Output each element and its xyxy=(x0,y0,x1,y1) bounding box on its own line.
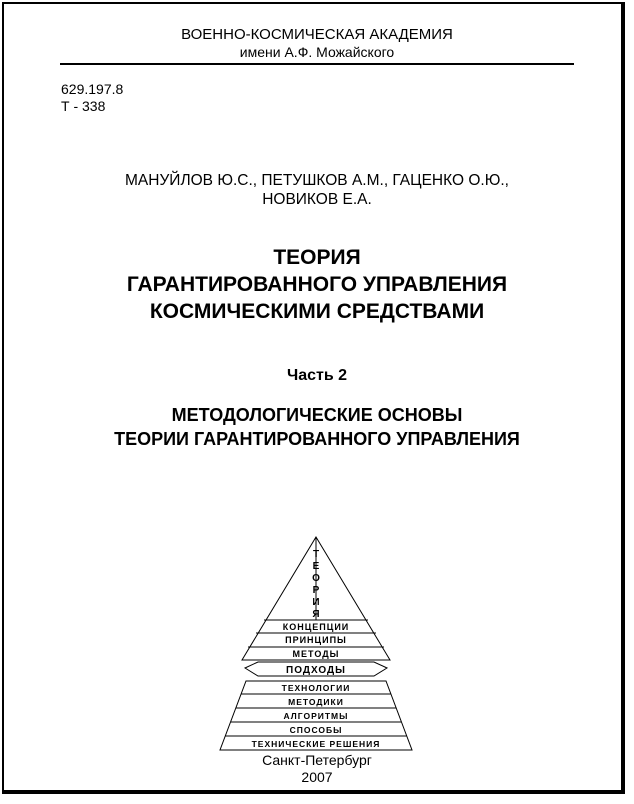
authors-line-2: НОВИКОВ Е.А. xyxy=(262,191,372,208)
city: Санкт-Петербург xyxy=(262,752,372,768)
part-number: Часть 2 xyxy=(286,367,348,384)
apex-letter: Р xyxy=(312,585,320,596)
apex-letter: Е xyxy=(312,561,320,572)
pyramid-level-techniques: МЕТОДИКИ xyxy=(288,697,344,707)
title-line-1: ТЕОРИЯ xyxy=(273,246,361,269)
udc-code: 629.197.8 xyxy=(61,81,124,97)
pyramid-level-methods: МЕТОДЫ xyxy=(292,649,340,659)
title-line-3: КОСМИЧЕСКИМИ СРЕДСТВАМИ xyxy=(149,300,485,323)
academy-honorific: имени А.Ф. Можайского xyxy=(239,44,395,60)
pyramid-level-technologies: ТЕХНОЛОГИИ xyxy=(281,683,351,693)
apex-letter: О xyxy=(312,573,320,584)
pyramid-level-algorithms: АЛГОРИТМЫ xyxy=(283,711,349,721)
apex-letter: Я xyxy=(312,609,320,620)
pyramid-level-ways: СПОСОБЫ xyxy=(289,725,343,735)
apex-letter: И xyxy=(312,597,320,608)
library-code: Т - 338 xyxy=(61,98,106,114)
year: 2007 xyxy=(301,769,333,785)
pyramid-level-approaches: ПОДХОДЫ xyxy=(286,665,346,676)
apex-letter: Т xyxy=(312,549,320,560)
title-line-2: ГАРАНТИРОВАННОГО УПРАВЛЕНИЯ xyxy=(126,273,508,296)
authors-line-1: МАНУЙЛОВ Ю.С., ПЕТУШКОВ А.М., ГАЦЕНКО О.Ю., xyxy=(125,172,509,189)
pyramid-level-principles: ПРИНЦИПЫ xyxy=(285,635,347,645)
pyramid-level-concepts: КОНЦЕПЦИИ xyxy=(282,622,350,632)
pyramid-level-technical-solutions: ТЕХНИЧЕСКИЕ РЕШЕНИЯ xyxy=(251,739,381,749)
academy-name: ВОЕННО-КОСМИЧЕСКАЯ АКАДЕМИЯ xyxy=(181,26,453,43)
subtitle-line-2: ТЕОРИИ ГАРАНТИРОВАННОГО УПРАВЛЕНИЯ xyxy=(114,429,520,449)
subtitle-line-1: МЕТОДОЛОГИЧЕСКИЕ ОСНОВЫ xyxy=(171,405,463,425)
imprint xyxy=(0,752,634,786)
